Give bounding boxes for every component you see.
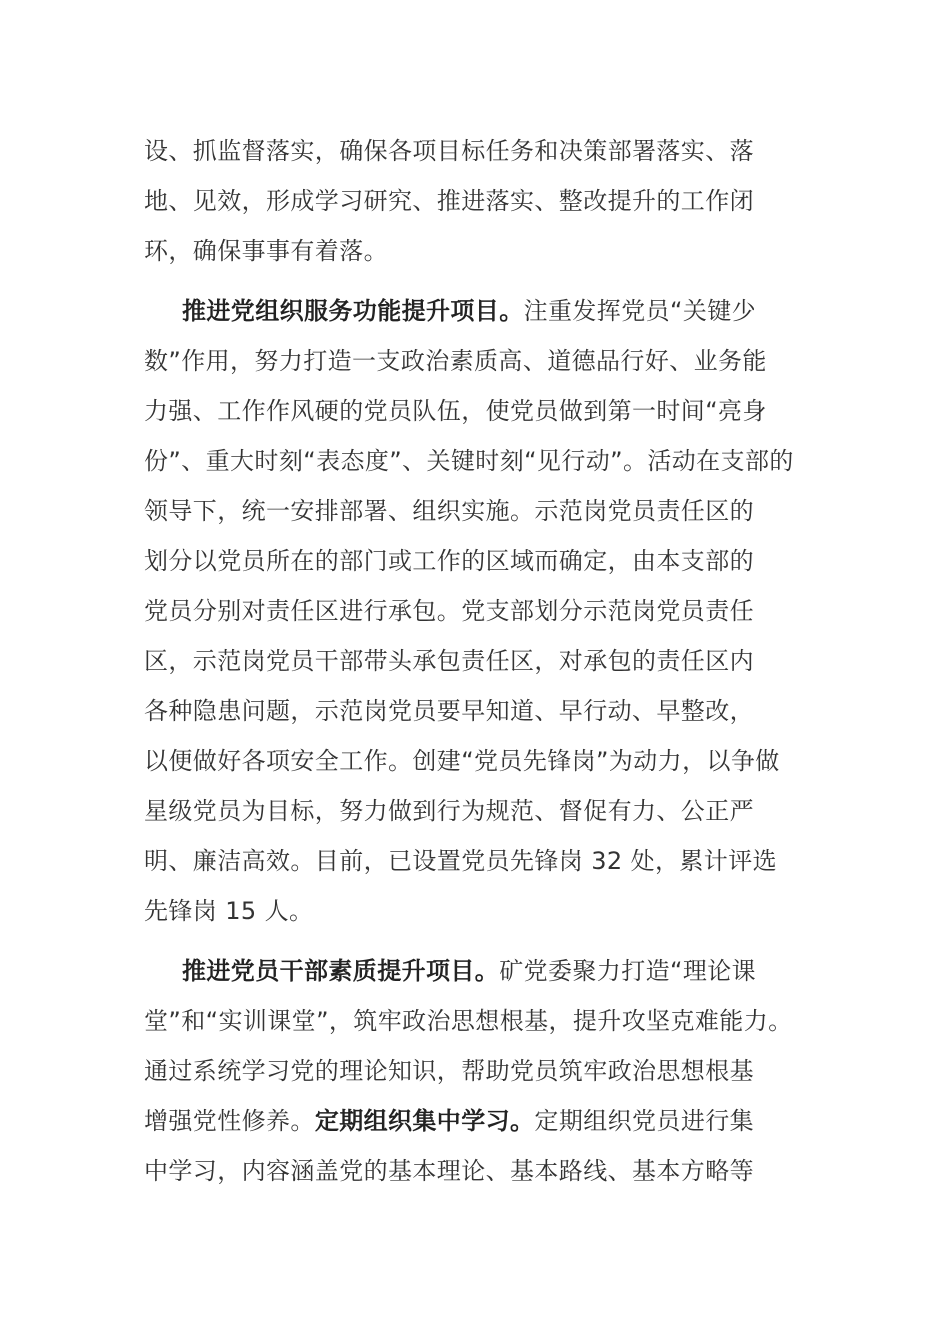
text-line: 堂”和“实训课堂”，筑牢政治思想根基，提升攻坚克难能力。 [144, 1007, 793, 1035]
text-line: 党员分别对责任区进行承包。党支部划分示范岗党员责任 [144, 597, 754, 625]
paragraph-3 [144, 946, 834, 1196]
paragraph-1 [144, 126, 834, 276]
text-line: 环，确保事事有着落。 [144, 237, 388, 265]
text-run: 增强党性修养。 [144, 1107, 315, 1135]
subsection-heading: 定期组织集中学习。 [314, 1107, 535, 1135]
text-line [144, 1096, 834, 1146]
text-line [144, 286, 834, 336]
text-line: 数”作用，努力打造一支政治素质高、道德品行好、业务能 [144, 347, 767, 375]
text-line: 以便做好各项安全工作。创建“党员先锋岗”为动力，以争做 [144, 747, 780, 775]
paragraph-2 [144, 286, 834, 936]
text-line: 各种隐患问题，示范岗党员要早知道、早行动、早整改， [144, 697, 754, 725]
text-run: 注重发挥党员“关键少 [523, 297, 757, 325]
text-line: 星级党员为目标，努力做到行为规范、督促有力、公正严 [144, 797, 754, 825]
section-heading: 推进党员干部素质提升项目。 [182, 957, 500, 985]
text-line: 设、抓监督落实，确保各项目标任务和决策部署落实、落 [144, 137, 754, 165]
text-line: 先锋岗 15 人。 [144, 897, 314, 925]
text-line: 地、见效，形成学习研究、推进落实、整改提升的工作闭 [144, 187, 754, 215]
body-text [144, 126, 834, 1196]
text-line: 领导下，统一安排部署、组织实施。示范岗党员责任区的 [144, 497, 754, 525]
text-run: 定期组织党员进行集 [534, 1107, 755, 1135]
paragraph-spacer [144, 936, 834, 946]
text-line [144, 946, 834, 996]
text-run: 矿党委聚力打造“理论课 [499, 957, 757, 985]
text-line: 份”、重大时刻“表态度”、关键时刻“见行动”。活动在支部的 [144, 447, 794, 475]
text-line: 区，示范岗党员干部带头承包责任区，对承包的责任区内 [144, 647, 754, 675]
section-heading: 推进党组织服务功能提升项目。 [182, 297, 524, 325]
text-line: 明、廉洁高效。目前，已设置党员先锋岗 32 处，累计评选 [144, 847, 777, 875]
paragraph-spacer [144, 276, 834, 286]
text-line: 力强、工作作风硬的党员队伍，使党员做到第一时间“亮身 [144, 397, 767, 425]
text-line: 通过系统学习党的理论知识，帮助党员筑牢政治思想根基 [144, 1057, 754, 1085]
text-line: 中学习，内容涵盖党的基本理论、基本路线、基本方略等 [144, 1157, 754, 1185]
text-line: 划分以党员所在的部门或工作的区域而确定，由本支部的 [144, 547, 754, 575]
